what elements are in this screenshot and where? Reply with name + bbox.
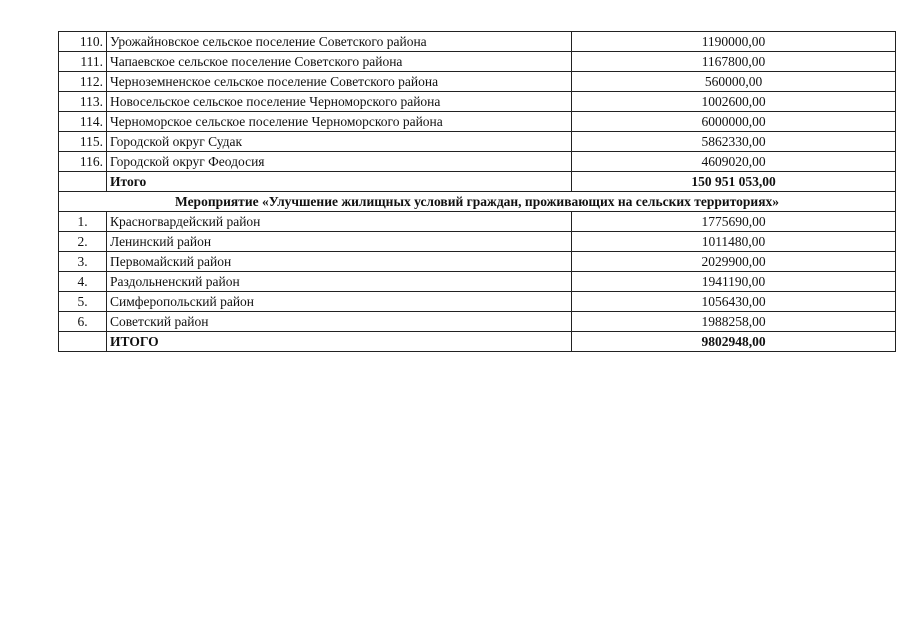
row-number: 113. — [59, 92, 107, 112]
grand-total-value: 9802948,00 — [572, 332, 896, 352]
row-name: Ленинский район — [107, 232, 572, 252]
row-value: 1775690,00 — [572, 212, 896, 232]
row-value: 2029900,00 — [572, 252, 896, 272]
grand-total-row — [59, 332, 896, 352]
row-name: Первомайский район — [107, 252, 572, 272]
table-row — [59, 72, 896, 92]
row-value: 4609020,00 — [572, 152, 896, 172]
row-number: 116. — [59, 152, 107, 172]
row-number: 6. — [59, 312, 107, 332]
row-value: 1167800,00 — [572, 52, 896, 72]
row-number: 110. — [59, 32, 107, 52]
row-value: 1056430,00 — [572, 292, 896, 312]
table-row — [59, 232, 896, 252]
row-value: 6000000,00 — [572, 112, 896, 132]
row-name: Красногвардейский район — [107, 212, 572, 232]
table-row — [59, 312, 896, 332]
empty-cell — [59, 172, 107, 192]
row-number: 115. — [59, 132, 107, 152]
row-name: Городской округ Феодосия — [107, 152, 572, 172]
row-value: 1190000,00 — [572, 32, 896, 52]
row-name: Советский район — [107, 312, 572, 332]
row-name: Чапаевское сельское поселение Советского района — [107, 52, 572, 72]
table-row — [59, 112, 896, 132]
row-name: Черноземненское сельское поселение Советского района — [107, 72, 572, 92]
row-value: 560000,00 — [572, 72, 896, 92]
row-name: Черноморское сельское поселение Черноморского района — [107, 112, 572, 132]
total-value: 150 951 053,00 — [572, 172, 896, 192]
row-number: 3. — [59, 252, 107, 272]
total-row — [59, 172, 896, 192]
row-value: 1011480,00 — [572, 232, 896, 252]
row-name: Раздольненский район — [107, 272, 572, 292]
row-number: 2. — [59, 232, 107, 252]
row-number: 4. — [59, 272, 107, 292]
table-row — [59, 52, 896, 72]
row-name: Урожайновское сельское поселение Советского района — [107, 32, 572, 52]
row-name: Симферопольский район — [107, 292, 572, 312]
row-number: 114. — [59, 112, 107, 132]
section-title: Мероприятие «Улучшение жилищных условий граждан, проживающих на сельских территориях» — [59, 192, 896, 212]
table-row — [59, 132, 896, 152]
row-name: Городской округ Судак — [107, 132, 572, 152]
row-name: Новосельское сельское поселение Черноморского района — [107, 92, 572, 112]
table-row — [59, 92, 896, 112]
section-row — [59, 192, 896, 212]
table-row — [59, 292, 896, 312]
allocation-table — [58, 31, 896, 352]
empty-cell — [59, 332, 107, 352]
row-value: 1988258,00 — [572, 312, 896, 332]
row-value: 1002600,00 — [572, 92, 896, 112]
table-row — [59, 32, 896, 52]
row-number: 111. — [59, 52, 107, 72]
grand-total-label: ИТОГО — [107, 332, 572, 352]
row-number: 1. — [59, 212, 107, 232]
table-row — [59, 212, 896, 232]
total-label: Итого — [107, 172, 572, 192]
table-row — [59, 272, 896, 292]
row-value: 5862330,00 — [572, 132, 896, 152]
row-number: 112. — [59, 72, 107, 92]
row-value: 1941190,00 — [572, 272, 896, 292]
row-number: 5. — [59, 292, 107, 312]
table-row — [59, 152, 896, 172]
table-row — [59, 252, 896, 272]
